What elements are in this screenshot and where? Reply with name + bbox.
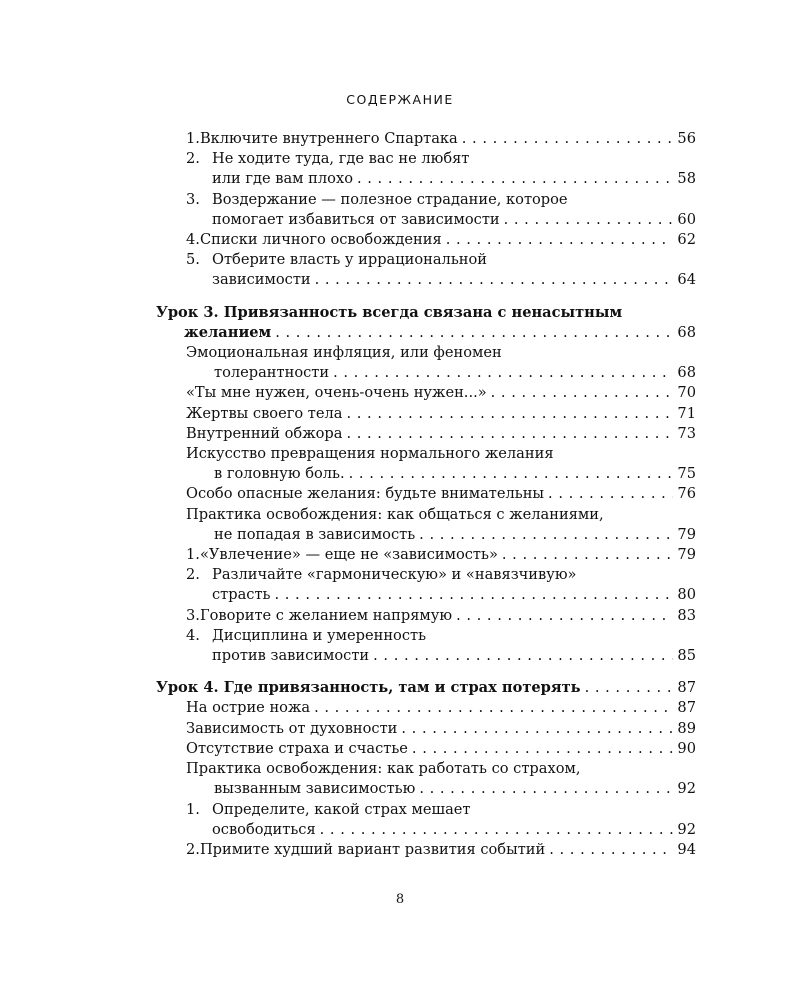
toc-page-number: 80 xyxy=(677,586,696,604)
toc-entry-number: 2. xyxy=(186,150,200,168)
toc-entry xyxy=(156,343,696,383)
toc-entry-title: Эмоциональная инфляция, или феномен xyxy=(186,344,502,362)
dot-leader xyxy=(412,739,674,759)
toc-entry-title: «Ты мне нужен, очень-очень нужен...» xyxy=(186,384,487,402)
toc-entry-number: 1. xyxy=(186,800,200,818)
toc-page-number: 60 xyxy=(677,210,696,228)
toc-entry-number: 4. xyxy=(186,231,200,249)
toc-entry xyxy=(156,698,696,718)
toc-entry-title: страсть xyxy=(212,586,271,604)
toc-chapter xyxy=(156,303,696,343)
toc-page-number: 64 xyxy=(677,271,696,289)
dot-leader xyxy=(373,646,673,666)
toc-entry-title: Искусство превращения нормального желания xyxy=(186,445,554,463)
toc-entry xyxy=(156,129,696,149)
toc-entry xyxy=(156,404,696,424)
toc-entry-title: против зависимости xyxy=(212,647,370,665)
toc-chapter xyxy=(156,678,696,698)
dot-leader xyxy=(357,169,673,189)
toc-page-number: 56 xyxy=(677,130,696,147)
toc-entry-title: Говорите с желанием напрямую xyxy=(199,606,453,624)
toc-entry xyxy=(156,545,696,565)
toc-page-number: 70 xyxy=(677,384,696,402)
toc-entry xyxy=(156,149,696,189)
dot-leader xyxy=(491,383,674,403)
toc-page-number: 58 xyxy=(677,170,696,188)
toc-entry-title: Внутренний обжора xyxy=(186,424,343,442)
toc-entry-number: 3. xyxy=(186,190,200,208)
toc-entry-title: Не ходите туда, где вас не любят xyxy=(212,150,470,168)
toc-entry xyxy=(156,606,696,626)
toc-page-number: 68 xyxy=(677,323,696,341)
toc-entry xyxy=(156,565,696,605)
toc-entry-number: 2. xyxy=(186,840,200,858)
toc-entry xyxy=(156,424,696,444)
toc-entry xyxy=(156,230,696,250)
toc-entry-title: Практика освобождения: как общаться с желаниями, xyxy=(186,505,604,523)
toc-entry-title: Отсутствие страха и счастье xyxy=(186,739,408,757)
dot-leader xyxy=(315,270,674,290)
toc-page-number: 90 xyxy=(677,739,696,757)
toc-entry xyxy=(156,190,696,230)
dot-leader xyxy=(549,840,673,860)
toc-entry-number: 5. xyxy=(186,251,200,269)
toc-entry-title: помогает избавиться от зависимости xyxy=(212,210,500,228)
table-of-contents xyxy=(156,129,696,860)
toc-page-number: 89 xyxy=(677,719,696,737)
toc-entry xyxy=(156,383,696,403)
page-number: 8 xyxy=(395,892,405,907)
toc-page-number: 87 xyxy=(677,679,696,697)
toc-page-number: 75 xyxy=(677,465,696,483)
toc-entry-title: Зависимость от духовности xyxy=(186,719,398,737)
toc-entry-title: не попадая в зависимость xyxy=(214,525,416,543)
toc-page-number: 92 xyxy=(677,780,696,798)
toc-entry-number: 2. xyxy=(186,566,200,584)
toc-entry-title: желанием xyxy=(184,323,272,341)
toc-entry xyxy=(156,484,696,504)
toc-entry xyxy=(156,250,696,290)
toc-entry-title: Практика освобождения: как работать со страхом, xyxy=(186,760,581,778)
dot-leader xyxy=(314,698,673,718)
toc-entry-title: На острие ножа xyxy=(186,699,311,717)
toc-entry-title: Списки личного освобождения xyxy=(199,231,442,249)
toc-page-number: 68 xyxy=(677,364,696,382)
toc-page-number: 85 xyxy=(677,647,696,665)
toc-page-number: 87 xyxy=(677,699,696,717)
toc-entry xyxy=(156,444,696,484)
toc-page-number: 76 xyxy=(677,485,696,503)
dot-leader xyxy=(401,719,673,739)
toc-page-number: 71 xyxy=(677,404,696,422)
toc-entry-title: Урок 4. Где привязанность, там и страх потерять xyxy=(156,679,581,697)
dot-leader xyxy=(320,820,674,840)
dot-leader xyxy=(275,323,673,343)
toc-entry xyxy=(156,759,696,799)
toc-entry-number: 4. xyxy=(186,626,200,644)
toc-entry-title: толерантности xyxy=(214,364,330,382)
dot-leader xyxy=(349,464,674,484)
running-head: СОДЕРЖАНИЕ xyxy=(346,92,454,107)
toc-entry-title: Включите внутреннего Спартака xyxy=(199,130,458,147)
toc-entry-title: в головную боль. xyxy=(214,465,345,483)
toc-entry xyxy=(156,626,696,666)
toc-entry-number: 1. xyxy=(186,546,200,564)
toc-entry xyxy=(156,505,696,545)
dot-leader xyxy=(456,606,673,626)
toc-page-number: 73 xyxy=(677,424,696,442)
toc-entry-title: «Увлечение» — еще не «зависимость» xyxy=(199,546,498,564)
toc-entry-title: освободиться xyxy=(212,820,316,838)
toc-entry-title: зависимости xyxy=(212,271,311,289)
toc-entry-title: Дисциплина и умеренность xyxy=(212,626,427,644)
toc-entry-title: или где вам плохо xyxy=(212,170,353,188)
toc-entry-title: Определите, какой страх мешает xyxy=(212,800,471,818)
toc-entry-title: Воздержание — полезное страдание, которое xyxy=(212,190,568,208)
toc-page-number: 79 xyxy=(677,525,696,543)
toc-entry-title: Урок 3. Привязанность всегда связана с ненасытным xyxy=(156,303,623,321)
toc-page-number: 79 xyxy=(677,546,696,564)
dot-leader xyxy=(462,129,674,149)
toc-entry xyxy=(156,719,696,739)
dot-leader xyxy=(274,585,673,605)
dot-leader xyxy=(502,545,674,565)
toc-entry-title: Примите худший вариант развития событий xyxy=(199,840,546,858)
toc-page-number: 92 xyxy=(677,820,696,838)
toc-page-number: 94 xyxy=(677,840,696,858)
dot-leader xyxy=(446,230,674,250)
dot-leader xyxy=(333,363,673,383)
toc-entry-title: Особо опасные желания: будьте внимательны xyxy=(186,485,545,503)
toc-entry-title: Различайте «гармоническую» и «навязчивую» xyxy=(212,566,577,584)
toc-entry-title: Жертвы своего тела xyxy=(186,404,343,422)
dot-leader xyxy=(419,525,673,545)
toc-entry-title: вызванным зависимостью xyxy=(214,780,416,798)
toc-page-number: 62 xyxy=(677,231,696,249)
toc-entry-title: Отберите власть у иррациональной xyxy=(212,251,488,269)
dot-leader xyxy=(419,779,673,799)
toc-page-number: 83 xyxy=(677,606,696,624)
toc-entry-number: 3. xyxy=(186,606,200,624)
toc-entry xyxy=(156,840,696,860)
dot-leader xyxy=(548,484,673,504)
dot-leader xyxy=(504,210,674,230)
dot-leader xyxy=(346,424,673,444)
toc-entry xyxy=(156,800,696,840)
toc-entry-number: 1. xyxy=(186,130,200,147)
dot-leader xyxy=(585,678,674,698)
toc-entry xyxy=(156,739,696,759)
dot-leader xyxy=(346,404,673,424)
